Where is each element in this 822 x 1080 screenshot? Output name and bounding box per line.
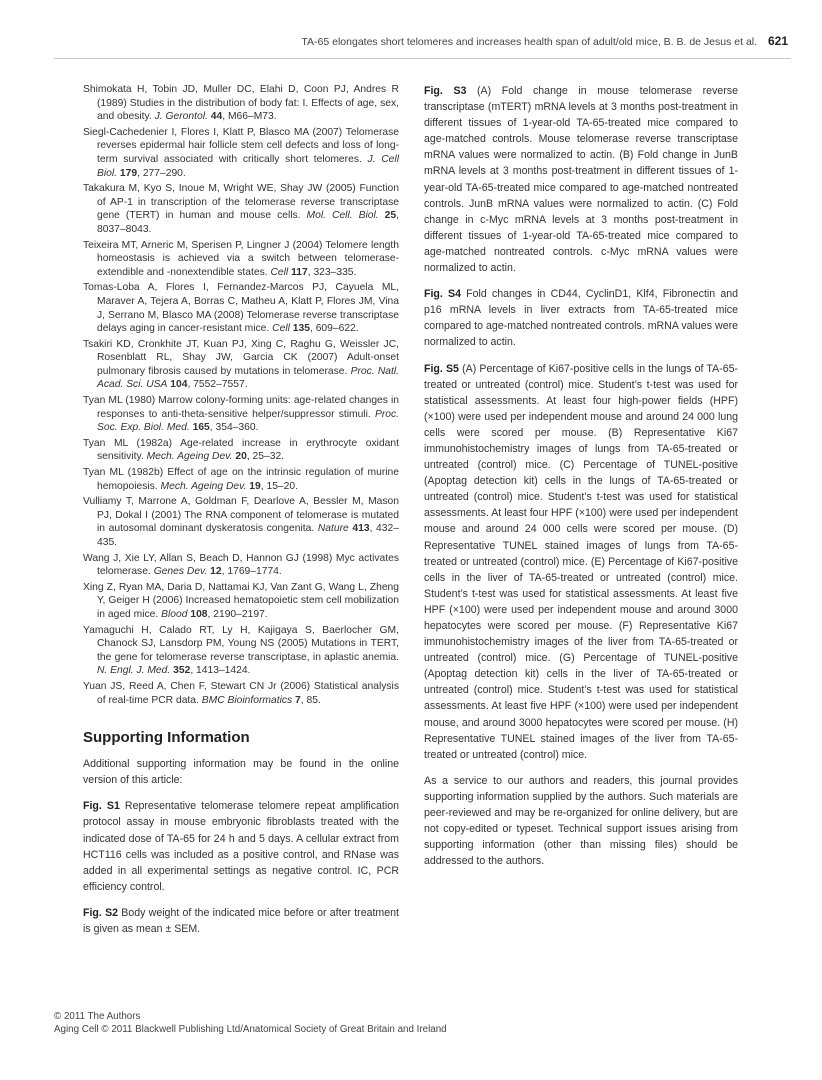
reference-item: Teixeira MT, Arneric M, Sperisen P, Lingner J (2004) Telomere length homeostasis is achieved via a switch between telomerase- extendible and -nonextendible states. Cell 117, 323–335. (83, 239, 399, 278)
supporting-information-heading: Supporting Information (83, 729, 250, 747)
figure-caption-s3: Fig. S3 (A) Fold change in mouse telomerase reverse transcriptase (mTERT) mRNA levels at 3 months post-treatment in different tissues of 1-year-old TA-65-treated mice compared to age-matched controls. Mouse telomerase reverse transcriptase mRNA values were normalized to actin. (B) Fold change in JunB mRNA levels at 3 months post-treatment in different tissues of 1-year-old TA-65-treated mice compared to age-matched nontreated controls. JunB mRNA values were normalized to actin. (C) Fold change in c-Myc mRNA levels at 3 months post-treatment in different tissues of 1-year-old TA-65-treated mice compared to age-matched nontreated controls. c-Myc mRNA values were normalized to actin. (424, 85, 738, 275)
copyright-line: © 2011 The Authors (54, 1011, 141, 1022)
reference-item: Tyan ML (1980) Marrow colony-forming units: age-related changes in responses to anti-theta-sensitive helper/suppressor stimuli. Proc. Soc. Exp. Biol. Med. 165, 354–360. (83, 395, 399, 434)
running-head (0, 34, 788, 48)
supporting-intro: Additional supporting information may be found in the online version of this article: (83, 758, 399, 787)
publisher-line: Aging Cell © 2011 Blackwell Publishing Ltd/Anatomical Society of Great Britain and Ireland (54, 1023, 447, 1035)
figure-label: Fig. S2 (83, 906, 119, 919)
reference-item: Tsakiri KD, Cronkhite JT, Kuan PJ, Xing C, Raghu G, Weissler JC, Rosenblatt RL, Shay JW, Garcia CK (2007) Adult-onset pulmonary fibrosis caused by mutations in telomerase. Proc. Natl. Acad. Sci. USA 104, 7552–7557. (83, 338, 399, 391)
page-number: 621 (767, 34, 788, 48)
reference-item: Takakura M, Kyo S, Inoue M, Wright WE, Shay JW (2005) Function of AP-1 in transcription of the telomerase reverse transcriptase gene (TERT) in human and mouse cells. Mol. Cell. Biol. 25, 8037–8043. (83, 183, 399, 235)
figure-label: Fig. S3 (424, 85, 467, 97)
figure-caption-s2: Fig. S2 Body weight of the indicated mice before or after treatment is given as mean ± SEM. (83, 906, 399, 935)
figure-caption-s1: Fig. S1 Representative telomerase telomere repeat amplification protocol assay in mouse embryonic fibroblasts treated with the indicated dose of TA-65 for 24 h and 5 days. A cellular extract from HCT116 cells was included as a positive control, and RNase was added in all experimental settings as negative control. IC, PCR efficiency control. (83, 800, 399, 893)
figure-caption-s5: Fig. S5 (A) Percentage of Ki67-positive cells in the lungs of TA-65-treated or untreated (control) mice. Student’s t-test was used for statistical assessments. At least four high-power fields (HPF) (×100) were used per independent mouse and around 24 000 lung cells were scored per mouse. (B) Representative Ki67 immunohistochemistry images of lungs from TA-65-treated or untreated (control) mice. (C) Percentage of TUNEL-positive (Apoptag detection kit) cells in the lungs of TA-65-treated or untreated (control) mice. Student’s t-test was used for statistical assessments. At least four HPF (×100) were used per independent mouse and around 24 000 cells were scored per mouse. (D) Representative TUNEL stained images of lungs from TA-65-treated or untreated (control) mice. (E) Percentage of Ki67-positive cells in the liver of TA-65-treated or untreated (control) mice. Student’s t-test was used for statistical assessments. At least five HPF (×100) were used per independent mouse and around 3000 hepatocytes were scored per mouse. (F) Representative Ki67 immunohistochemistry images of the liver from TA-65-treated or untreated (control) mice. (G) Percentage of TUNEL-positive (Apoptag detection kit) cells in the liver of TA-65-treated or untreated (control) mice. Student’s t-test was used for statistical assessments. At least five HPF (×100) were used per independent mouse, and around 3000 hepatocytes were scored per mouse. (H) Representative TUNEL stained images of the liver from TA-65-treated or untreated (control) mice. (424, 362, 739, 761)
reference-item: Tyan ML (1982a) Age-related increase in erythrocyte oxidant sensitivity. Mech. Ageing Dev. 20, 25–32. (83, 437, 399, 463)
figure-label: Fig. S5 (424, 362, 459, 375)
service-note: As a service to our authors and readers, this journal provides supporting information supplied by the authors. Such materials are peer-reviewed and may be re-organized for online delivery, but are not copy-edited or typeset. Technical support issues arising from supporting information (other than missing files) should be addressed to the authors. (424, 774, 738, 868)
copyright-footer (54, 1011, 447, 1036)
figure-label: Fig. S1 (83, 800, 120, 813)
header-rule (54, 58, 791, 59)
reference-item: Tyan ML (1982b) Effect of age on the intrinsic regulation of murine hemopoiesis. Mech. Ageing Dev. 19, 15–20. (83, 467, 399, 492)
reference-item: Tomas-Loba A, Flores I, Fernandez-Marcos PJ, Cayuela ML, Maraver A, Tejera A, Borras C, Matheu A, Klatt P, Flores JM, Vina J, Serrano M, Blasco MA (2008) Telomerase reverse transcriptase delays aging in cancer-resistant mice. Cell 135, 609–622. (83, 282, 399, 335)
reference-item: Yamaguchi H, Calado RT, Ly H, Kajigaya S, Baerlocher GM, Chanock SJ, Lansdorp PM, Young NS (2005) Mutations in TERT, the gene for telomerase reverse transcriptase, in aplastic anemia. N. Engl. J. Med. 352, 1413–1424. (83, 624, 399, 677)
left-column (83, 83, 399, 947)
figure-label: Fig. S4 (424, 288, 461, 301)
right-column (424, 83, 738, 879)
reference-item: Siegl-Cachedenier I, Flores I, Klatt P, Blasco MA (2007) Telomerase reverses epidermal hair follicle stem cell defects and loss of long-term survival associated with critically short telomeres. J. Cell Biol. 179, 277–290. (83, 126, 399, 179)
reference-list (83, 83, 399, 707)
reference-item: Shimokata H, Tobin JD, Muller DC, Elahi D, Coon PJ, Andres R (1989) Studies in the distribution of body fat: I. Effects of age, sex, and obesity. J. Gerontol. 44, M66–M73. (83, 84, 399, 123)
reference-item: Yuan JS, Reed A, Chen F, Stewart CN Jr (2006) Statistical analysis of real-time PCR data. BMC Bioinformatics 7, 85. (83, 680, 399, 706)
reference-item: Xing Z, Ryan MA, Daria D, Nattamai KJ, Van Zant G, Wang L, Zheng Y, Geiger H (2006) Increased hematopoietic stem cell mobilization in aged mice. Blood 108, 2190–2197. (83, 581, 399, 620)
reference-item: Vulliamy T, Marrone A, Goldman F, Dearlove A, Bessler M, Mason PJ, Dokal I (2001) The RNA component of telomerase is mutated in autosomal dominant dyskeratosis congenita. Nature 413, 432–435. (83, 496, 399, 548)
figure-caption-s4: Fig. S4 Fold changes in CD44, CyclinD1, Klf4, Fibronectin and p16 mRNA levels in liver extracts from TA-65-treated mice compared to age-matched nontreated controls. mRNA values were normalized to actin. (424, 288, 739, 349)
reference-item: Wang J, Xie LY, Allan S, Beach D, Hannon GJ (1998) Myc activates telomerase. Genes Dev. 12, 1769–1774. (83, 552, 399, 578)
running-title: TA-65 elongates short telomeres and increases health span of adult/old mice, B. B. de Jesus et al. (301, 36, 758, 48)
